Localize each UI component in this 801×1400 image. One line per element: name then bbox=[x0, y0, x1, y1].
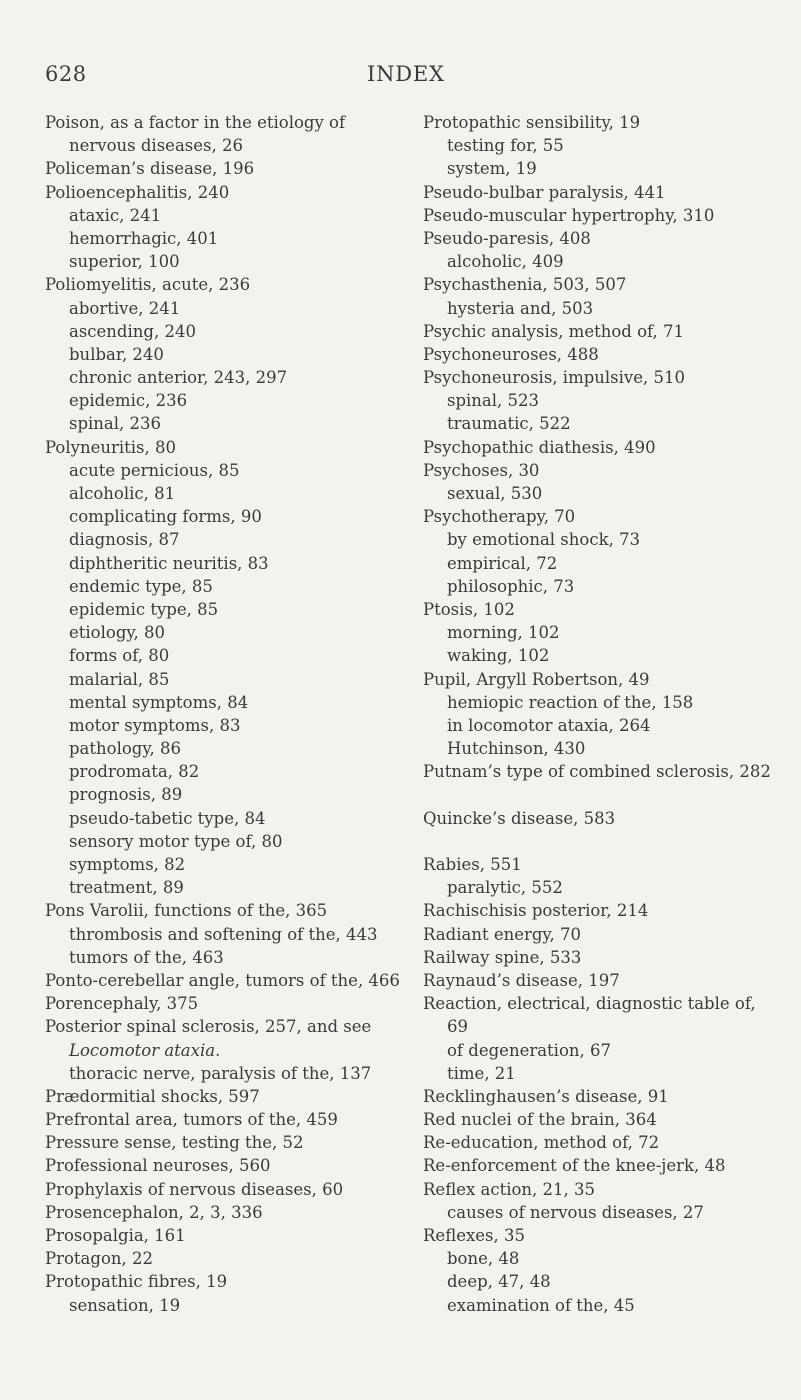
index-entry: Policeman’s disease, 196 bbox=[45, 159, 255, 179]
index-subentry: of degeneration, 67 bbox=[447, 1040, 612, 1060]
index-subentry: symptoms, 82 bbox=[69, 855, 186, 874]
index-subentry: Hutchinson, 430 bbox=[447, 739, 586, 759]
index-entry: Psychopathic diathesis, 490 bbox=[423, 437, 656, 457]
index-entry: Psychasthenia, 503, 507 bbox=[423, 275, 627, 295]
index-entry: Radiant energy, 70 bbox=[423, 924, 582, 944]
index-entry: Porencephaly, 375 bbox=[45, 994, 199, 1014]
index-subentry: chronic anterior, 243, 297 bbox=[69, 368, 288, 388]
index-entry: Reflexes, 35 bbox=[423, 1226, 525, 1245]
index-subentry: in locomotor ataxia, 264 bbox=[447, 715, 651, 735]
index-subentry: acute pernicious, 85 bbox=[69, 460, 240, 480]
index-subentry: motor symptoms, 83 bbox=[69, 715, 241, 735]
index-subentry: thoracic nerve, paralysis of the, 137 bbox=[69, 1063, 372, 1083]
index-subentry: bulbar, 240 bbox=[69, 344, 164, 364]
index-entry: Prophylaxis of nervous diseases, 60 bbox=[45, 1179, 344, 1199]
index-subentry: waking, 102 bbox=[447, 646, 550, 666]
index-subentry: traumatic, 522 bbox=[447, 414, 571, 434]
index-subentry: hemiopic reaction of the, 158 bbox=[447, 692, 694, 712]
index-subentry: empirical, 72 bbox=[447, 553, 558, 573]
index-entry: Quincke’s disease, 583 bbox=[423, 808, 616, 828]
index-subentry: morning, 102 bbox=[447, 623, 560, 643]
index-entry: Pseudo-bulbar paralysis, 441 bbox=[423, 182, 666, 202]
index-subentry: testing for, 55 bbox=[447, 136, 564, 156]
index-subentry: abortive, 241 bbox=[69, 298, 181, 318]
index-subentry: complicating forms, 90 bbox=[69, 507, 262, 527]
index-subentry: nervous diseases, 26 bbox=[69, 136, 243, 156]
index-subentry: 69 bbox=[447, 1017, 468, 1037]
index-subentry: spinal, 236 bbox=[69, 414, 162, 434]
index-entry: Re-education, method of, 72 bbox=[423, 1133, 660, 1153]
index-entry: Polioencephalitis, 240 bbox=[45, 182, 230, 202]
index-subentry: pseudo-tabetic type, 84 bbox=[69, 808, 266, 828]
index-entry: Ptosis, 102 bbox=[423, 599, 515, 619]
index-entry: Railway spine, 533 bbox=[423, 947, 582, 967]
index-entry: Prosencephalon, 2, 3, 336 bbox=[45, 1202, 263, 1222]
index-entry: Poliomyelitis, acute, 236 bbox=[45, 275, 251, 295]
index-subentry: endemic type, 85 bbox=[69, 576, 213, 596]
index-entry: Raynaud’s disease, 197 bbox=[423, 970, 620, 990]
index-subentry: examination of the, 45 bbox=[447, 1295, 635, 1315]
index-entry: Psychic analysis, method of, 71 bbox=[423, 321, 685, 341]
index-subentry: hemorrhagic, 401 bbox=[69, 228, 219, 248]
index-entry: Poison, as a factor in the etiology of bbox=[45, 113, 346, 132]
index-subentry: ataxic, 241 bbox=[69, 205, 162, 225]
index-subentry: prognosis, 89 bbox=[69, 785, 183, 805]
index-subentry: ascending, 240 bbox=[69, 321, 196, 341]
index-entry: Pressure sense, testing the, 52 bbox=[45, 1133, 304, 1153]
index-entry: Pseudo-muscular hypertrophy, 310 bbox=[423, 205, 715, 225]
index-entry: Recklinghausen’s disease, 91 bbox=[423, 1086, 669, 1106]
index-entry: Psychoneurosis, impulsive, 510 bbox=[423, 368, 685, 388]
index-subentry: sensation, 19 bbox=[69, 1295, 181, 1315]
index-entry: Pseudo-paresis, 408 bbox=[423, 228, 591, 248]
index-entry: Protagon, 22 bbox=[45, 1249, 153, 1269]
index-subentry: Locomotor ataxia. bbox=[69, 1040, 221, 1060]
index-subentry: forms of, 80 bbox=[69, 646, 170, 666]
index-subentry: etiology, 80 bbox=[69, 623, 165, 643]
index-subentry: time, 21 bbox=[447, 1063, 516, 1083]
index-subentry: alcoholic, 81 bbox=[69, 484, 176, 503]
index-subentry: system, 19 bbox=[447, 159, 537, 179]
index-entry: Putnam’s type of combined sclerosis, 282 bbox=[423, 762, 771, 782]
index-entry: Red nuclei of the brain, 364 bbox=[423, 1110, 657, 1130]
index-subentry: sexual, 530 bbox=[447, 484, 543, 503]
index-subentry: diagnosis, 87 bbox=[69, 530, 180, 550]
index-entry: Pupil, Argyll Robertson, 49 bbox=[423, 669, 650, 689]
index-subentry: prodromata, 82 bbox=[69, 762, 200, 782]
index-entry: Prefrontal area, tumors of the, 459 bbox=[45, 1110, 338, 1130]
index-column-left bbox=[45, 111, 405, 1317]
index-entry: Prædormitial shocks, 597 bbox=[45, 1086, 260, 1106]
index-entry: Prosopalgia, 161 bbox=[45, 1226, 186, 1245]
index-entry: Psychotherapy, 70 bbox=[423, 507, 576, 527]
index-subentry: epidemic, 236 bbox=[69, 391, 188, 411]
index-entry: Psychoneuroses, 488 bbox=[423, 344, 599, 364]
index-subentry: malarial, 85 bbox=[69, 669, 170, 689]
index-entry: Rabies, 551 bbox=[423, 855, 522, 874]
index-subentry: diphtheritic neuritis, 83 bbox=[69, 553, 269, 573]
index-entry: Reaction, electrical, diagnostic table of, bbox=[423, 994, 756, 1014]
index-subentry: epidemic type, 85 bbox=[69, 599, 219, 619]
index-subentry: alcoholic, 409 bbox=[447, 252, 564, 272]
index-entry: Professional neuroses, 560 bbox=[45, 1156, 271, 1176]
index-subentry: mental symptoms, 84 bbox=[69, 692, 249, 712]
index-entry: Ponto-cerebellar angle, tumors of the, 466 bbox=[45, 970, 400, 990]
index-subentry: sensory motor type of, 80 bbox=[69, 831, 283, 851]
index-subentry: causes of nervous diseases, 27 bbox=[447, 1202, 704, 1222]
page-number: 628 bbox=[45, 62, 87, 86]
index-entry: Polyneuritis, 80 bbox=[45, 437, 177, 457]
index-subentry: bone, 48 bbox=[447, 1249, 520, 1269]
index-entry: Posterior spinal sclerosis, 257, and see bbox=[45, 1017, 372, 1037]
index-column-right bbox=[423, 111, 793, 1317]
index-subentry: treatment, 89 bbox=[69, 878, 184, 898]
running-head: INDEX bbox=[367, 62, 445, 86]
index-subentry: spinal, 523 bbox=[447, 391, 540, 411]
index-entry bbox=[423, 830, 793, 853]
index-subentry: paralytic, 552 bbox=[447, 878, 563, 898]
index-subentry: pathology, 86 bbox=[69, 739, 181, 759]
index-subentry: deep, 47, 48 bbox=[447, 1272, 551, 1292]
index-subentry: by emotional shock, 73 bbox=[447, 530, 641, 550]
index-subentry: superior, 100 bbox=[69, 252, 180, 272]
index-entry bbox=[423, 783, 793, 806]
index-entry: Pons Varolii, functions of the, 365 bbox=[45, 901, 328, 921]
index-subentry: thrombosis and softening of the, 443 bbox=[69, 924, 378, 944]
index-entry: Protopathic fibres, 19 bbox=[45, 1272, 228, 1292]
index-entry: Rachischisis posterior, 214 bbox=[423, 901, 649, 921]
index-subentry: philosophic, 73 bbox=[447, 576, 575, 596]
index-entry: Reflex action, 21, 35 bbox=[423, 1179, 596, 1199]
index-subentry: tumors of the, 463 bbox=[69, 947, 224, 967]
index-entry: Psychoses, 30 bbox=[423, 460, 540, 480]
index-subentry: hysteria and, 503 bbox=[447, 298, 594, 318]
index-entry: Protopathic sensibility, 19 bbox=[423, 113, 641, 132]
index-entry: Re-enforcement of the knee-jerk, 48 bbox=[423, 1156, 726, 1176]
